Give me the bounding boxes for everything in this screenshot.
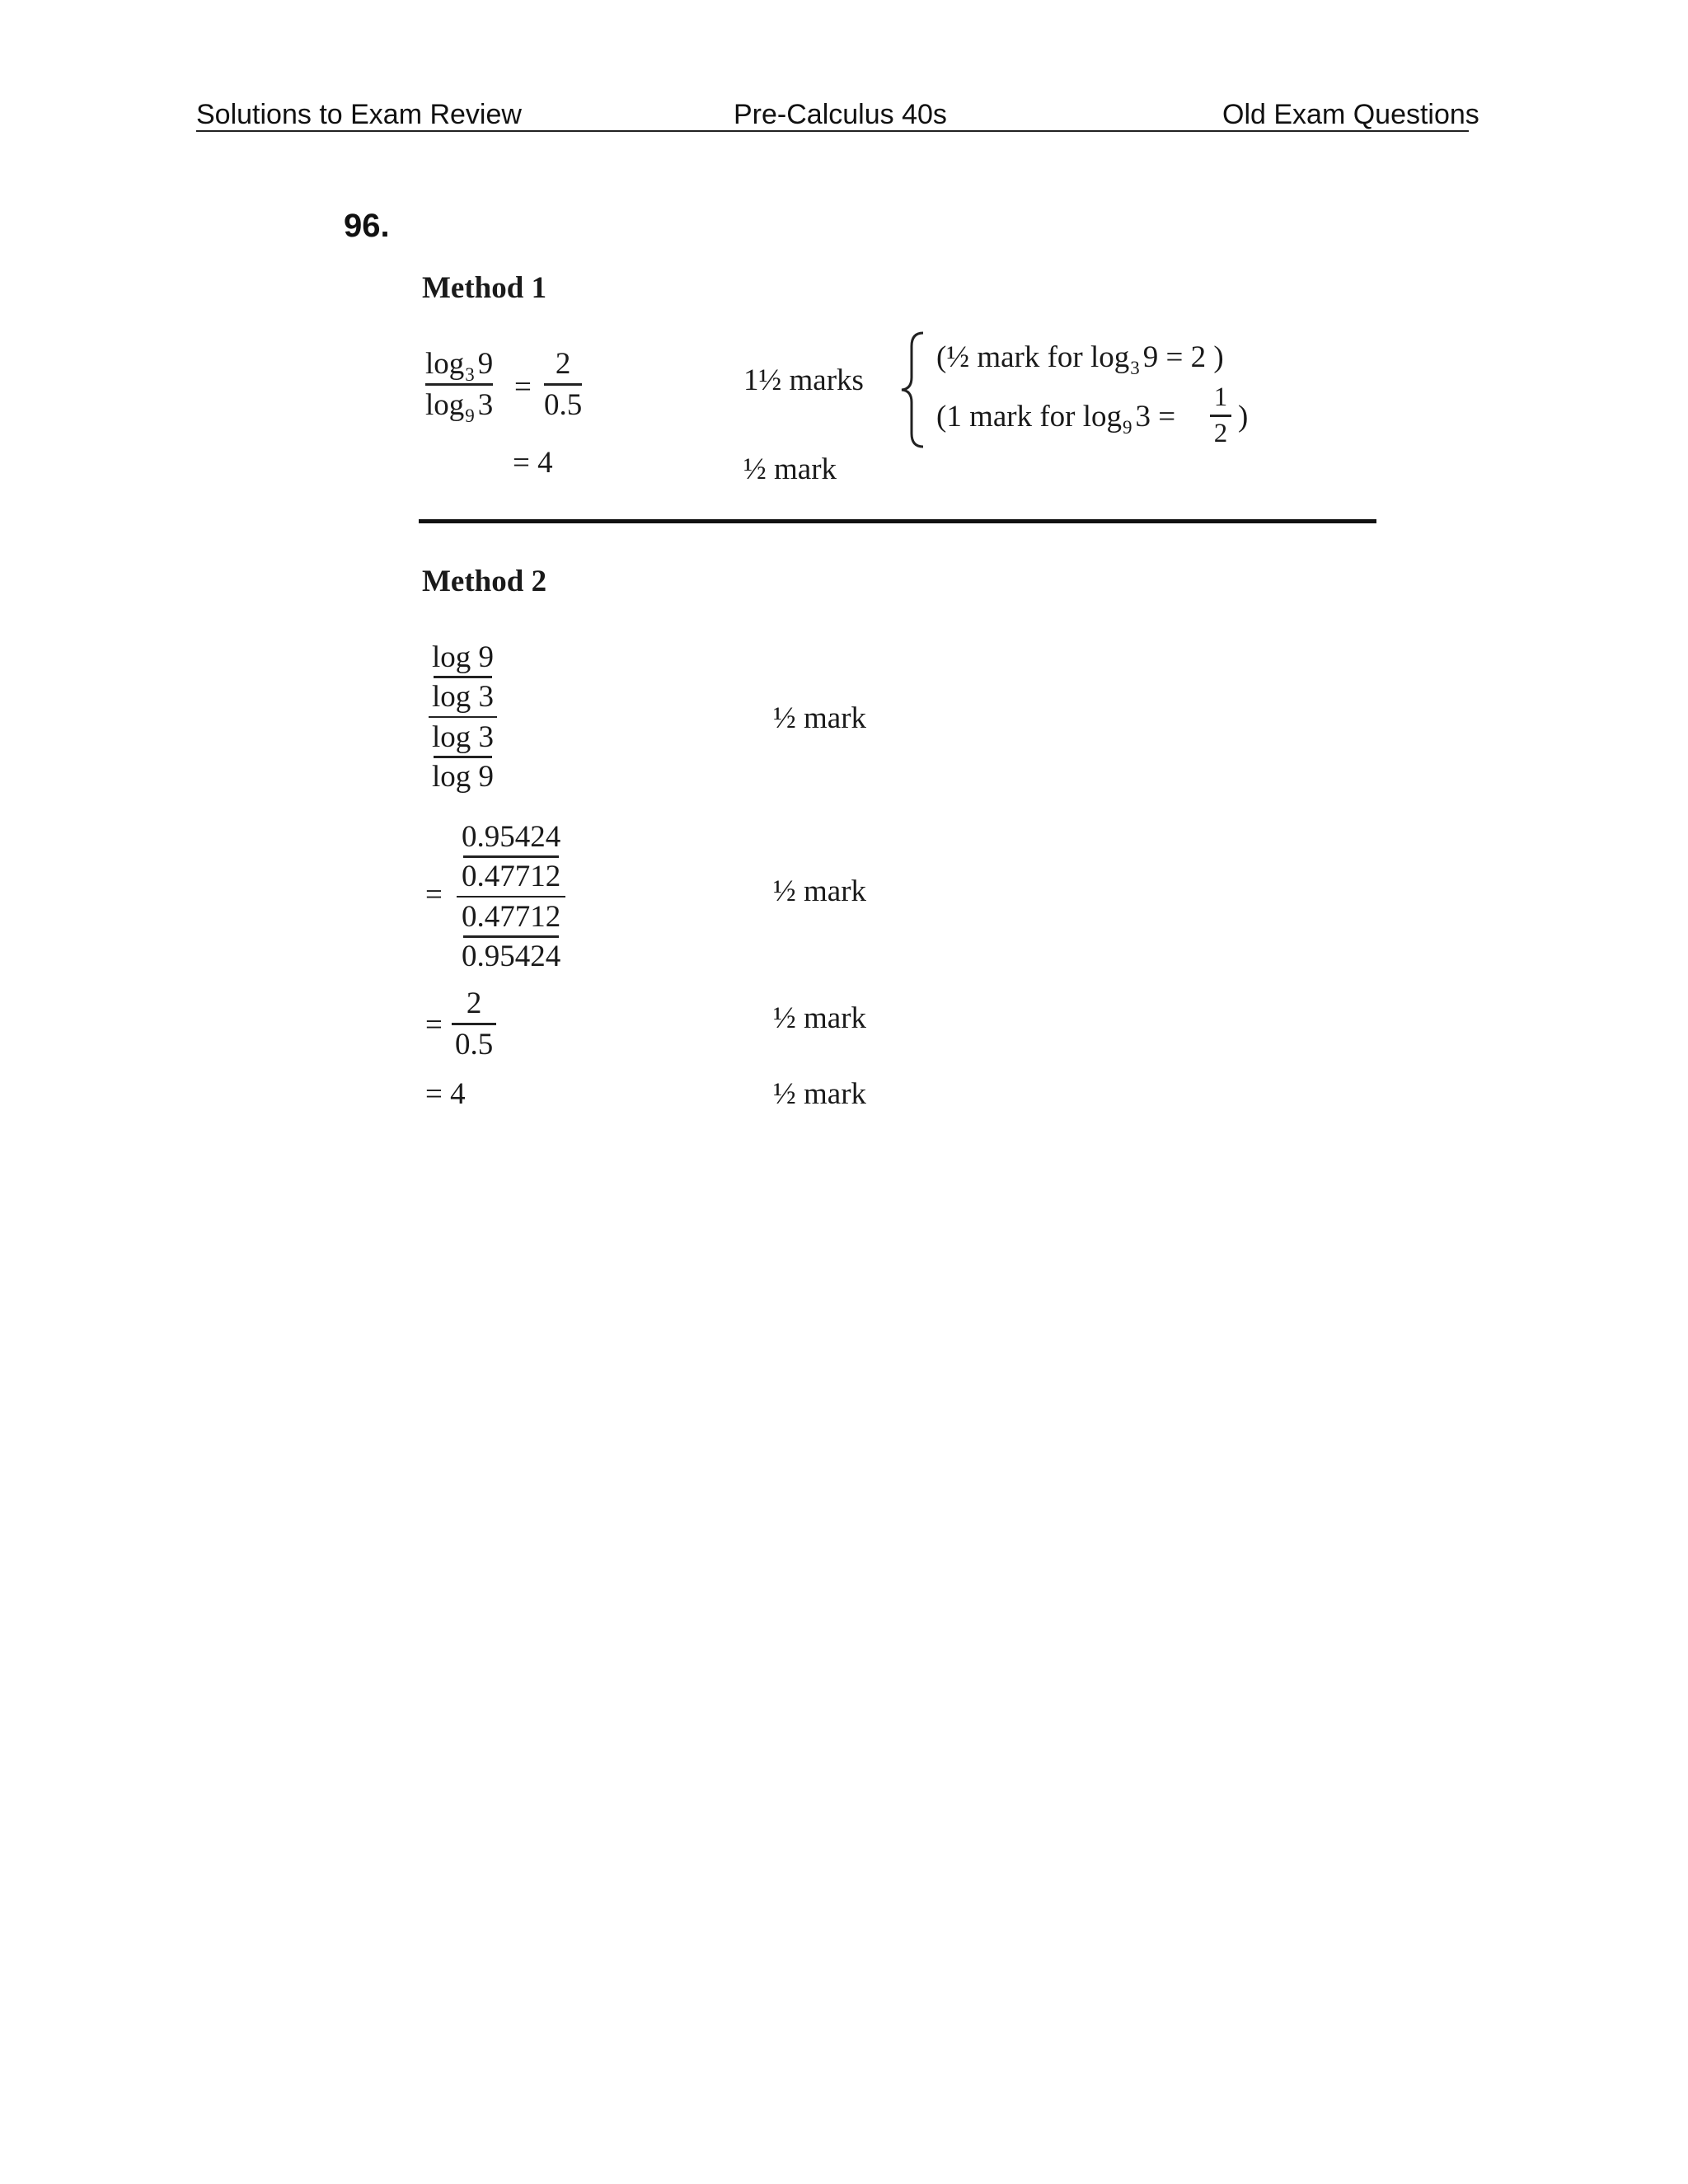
fraction-denominator: 0.5 — [455, 1027, 494, 1062]
method-2-title: Method 2 — [422, 565, 547, 598]
log-text: log — [425, 347, 465, 381]
method-1-rhs-numerator: 2 — [555, 347, 571, 381]
method-divider — [419, 519, 1376, 523]
method-2-step-2-equals: = — [425, 878, 443, 912]
note-text: 9 = 2 ) — [1142, 340, 1224, 374]
method-1-marks-primary: 1½ marks — [743, 363, 864, 397]
method-2-step-3-equals: = — [425, 1008, 443, 1042]
method-2-step-2-marks: ½ mark — [773, 874, 867, 908]
fraction-denominator: 0.47712 — [462, 859, 561, 893]
fraction-bar — [463, 935, 559, 938]
fraction-bar — [452, 1023, 496, 1025]
header-underline — [196, 130, 1469, 132]
fraction-bar — [1210, 415, 1231, 417]
fraction-bar — [463, 855, 559, 858]
fraction-numerator: 0.47712 — [462, 900, 561, 934]
log-text: log — [1090, 340, 1130, 374]
header-right: Old Exam Questions — [1222, 99, 1479, 130]
main-fraction-bar — [457, 896, 565, 898]
method-1-result: = 4 — [513, 446, 553, 480]
fraction-denominator: log 3 — [432, 679, 495, 714]
header-center: Pre-Calculus 40s — [734, 99, 947, 130]
method-1-lhs-denominator — [425, 387, 494, 426]
log-text: log — [425, 387, 465, 422]
fraction-numerator: log 3 — [432, 720, 495, 754]
fraction-numerator: log 9 — [432, 640, 495, 674]
method-2-step-4-result: = 4 — [425, 1077, 466, 1111]
fraction-denominator: log 9 — [432, 759, 495, 794]
header-left: Solutions to Exam Review — [196, 99, 522, 130]
log-base: 9 — [1123, 417, 1132, 438]
method-1-note-2-close: ) — [1238, 400, 1249, 434]
log-argument: 3 — [477, 387, 494, 422]
fraction-bar — [425, 383, 493, 386]
fraction-bar — [544, 383, 582, 386]
log-base: 9 — [465, 405, 475, 426]
method-1-rhs-fraction — [544, 346, 582, 423]
method-1-rhs-denominator: 0.5 — [544, 387, 583, 422]
fraction-bar — [434, 756, 492, 758]
method-2-step-1-complex-fraction — [432, 640, 494, 794]
method-2-step-3-fraction — [455, 986, 493, 1062]
method-1-equals-sign: = — [514, 370, 532, 404]
method-1-note-2 — [936, 399, 1176, 438]
fraction-numerator: 2 — [466, 987, 482, 1020]
method-1-lhs-numerator — [425, 346, 494, 385]
method-2-step-3-marks: ½ mark — [773, 1001, 867, 1035]
note-text: 3 = — [1135, 400, 1176, 434]
fraction-numerator: 0.95424 — [462, 820, 561, 854]
method-1-lhs-fraction — [425, 346, 494, 426]
method-2-step-2-complex-fraction — [462, 819, 560, 974]
method-2-step-1-marks: ½ mark — [773, 701, 867, 735]
method-1-note-2-fraction — [1210, 382, 1231, 449]
note-text: (1 mark for — [936, 400, 1076, 434]
fraction-denominator: 2 — [1213, 418, 1228, 448]
fraction-numerator: 1 — [1213, 382, 1228, 412]
log-base: 3 — [1130, 358, 1140, 378]
method-1-marks-result: ½ mark — [743, 452, 837, 486]
log-argument: 9 — [477, 347, 494, 381]
method-1-title: Method 1 — [422, 271, 547, 305]
log-text: log — [1082, 400, 1123, 434]
note-text: (½ mark for — [936, 340, 1083, 374]
fraction-bar — [434, 676, 492, 678]
main-fraction-bar — [429, 716, 497, 719]
question-number: 96. — [344, 208, 390, 244]
method-1-note-1 — [936, 340, 1224, 378]
log-base: 3 — [465, 364, 475, 385]
method-2-step-4-marks: ½ mark — [773, 1077, 867, 1111]
fraction-denominator: 0.95424 — [462, 939, 561, 973]
curly-brace-icon — [898, 330, 928, 450]
